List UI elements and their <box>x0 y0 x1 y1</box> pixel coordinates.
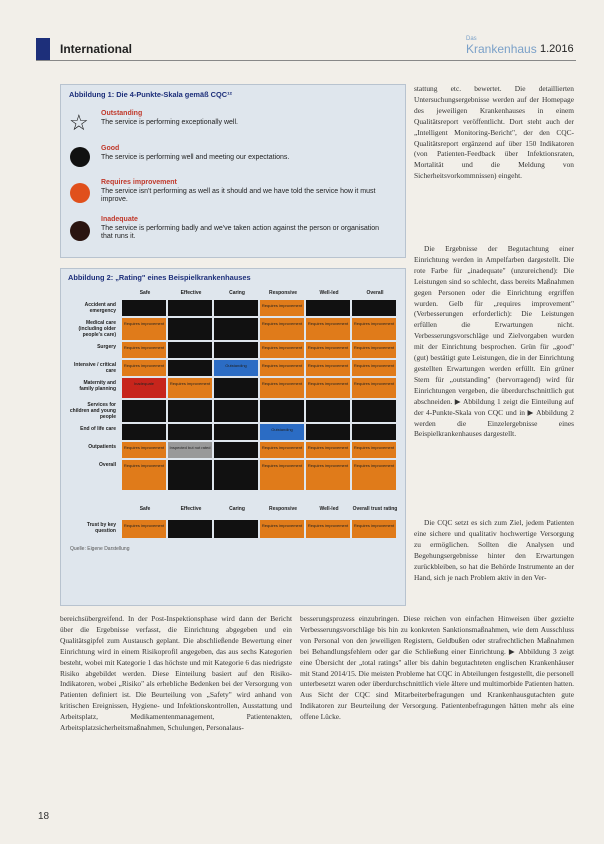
trust-column-header: Caring <box>229 506 245 512</box>
column-header: Well-led <box>319 290 339 296</box>
level-outstanding: Outstanding The service is performing exceptionally well. <box>101 110 238 126</box>
rating-cell <box>260 400 304 422</box>
good-dot-icon <box>70 147 90 167</box>
text-left-bottom: bereichsübergreifend. In der Post-Inspektionsphase wird dann der Bericht über die Ergebnisse verfasst, die Einrichtung abgegeben und ein Qualitätsgipfel zum Austausch geplant. Die abschließende Bewertung einer Einrichtung wird in einem Risikoprofil angegeben, das aus sechs Kategorien besteht, wobei mit Kategorie 1 das höchste und mit Kategorie 6 das niedrigste Risiko abgebildet werden. Diese Einteilung basiert auf den Risiko-Indikatoren, wobei „Risiko" als erhebliche Bedenken bei der Versorgung von Patienten definiert ist. Die Beurteilung von „Safety" wird anhand von kritischen Ereignissen, Hygiene- und Infektionskontrollen, Ausstattung und Arbeitsplatz, Medikamentenmanagement, Patientenakten, Arbeitsplatzsicherheitsmaßnahmen, Schulungen, Personalaus- <box>60 614 292 733</box>
rating-cell <box>214 360 258 376</box>
rating-cell <box>214 378 258 398</box>
text-right-low: Die CQC setzt es sich zum Ziel, jedem Patienten eine sichere und qualitativ hochwertige Versorgung zu ermöglichen. Sollten die Analysen und Begehungsergebnisse hinter den Erwartungen zurückbleiben, so hat die Behörde Instrumente an der Hand, sich je nach Problem aktiv in den Ver- <box>414 518 574 582</box>
rating-cell-label: Requires improvement <box>123 321 165 326</box>
rating-cell-label: Inadequate <box>133 381 155 386</box>
rating-cell <box>168 442 212 458</box>
column-header: Overall <box>366 290 384 296</box>
rating-cell <box>122 400 166 422</box>
rating-cell <box>214 424 258 440</box>
row-label: Outpatients <box>88 444 116 450</box>
rating-cell-label: Requires improvement <box>261 463 303 468</box>
requires-improvement-dot-icon <box>70 183 90 203</box>
rating-cell-label: Requires improvement <box>123 363 165 368</box>
rating-cell <box>122 378 166 398</box>
rating-cell <box>306 342 350 358</box>
section-title: International <box>60 42 133 56</box>
column-header: Caring <box>229 290 245 296</box>
rating-cell <box>168 300 212 316</box>
rating-cell <box>306 400 350 422</box>
text-right-mid: Die Ergebnisse der Begutachtung einer Einrichtung werden in Ampelfarben dargestellt. Die rote Farbe für „inadequate" (unzureichend): Die Leistungen sind so schlecht, dass bereits Maßnahmen gegen Personen oder die Einrichtung ergriffen wurden. Gelb für „requires improvement" (Verbesserungen erforderlich): Die Leistungen erfüllen die Erwartungen nicht. Verbesserungsvorschläge und Zielvorgaben wurden mit der Einrichtung besprochen. Grün für „good" (gut) bestätigt gute Leistungen, die in der Einrichtung gestellten Erwartungen werden erfüllt. Ein grüner Stern für „outstanding" (hervorragend) wird für Einrichtungen vergeben, die überdurchschnittlich gut abschneiden. ▶ Abbildung 1 zeigt die Einteilung auf der 4-Punkte-Skala von CQC und in ▶ Abbildung 2 werden die Einzelergebnisse eines Beispielkrankenhauses dargestellt. <box>414 244 574 439</box>
trust-column-header: Well-led <box>319 506 339 512</box>
rating-cell <box>352 318 396 340</box>
level-requires-improvement: Requires improvement The service isn't performing as well as it should and we have told the service how it must improve. <box>101 179 376 204</box>
row-label: Accident and emergency <box>84 302 116 314</box>
rating-cell-label: Requires improvement <box>353 321 395 326</box>
rating-cell <box>168 400 212 422</box>
text-right-top: stattung etc. bewertet. Die detaillierten Untersuchungsergebnisse werden auf der Homepage des jeweiligen Krankenhauses in einem Qualitätsreport veröffentlicht. Dort steht auch der „Intelligent Monitoring-Bericht", der den CQC-Qualitätsreport ergänzend auf über 150 Indikatoren (von Patienten-Feedback über Infektionsraten, Mortalität und die Meldung von Sicherheitsvorkommnissen) eingeht. <box>414 84 574 181</box>
rating-cell <box>168 424 212 440</box>
rating-cell <box>214 460 258 490</box>
trust-rating-cell <box>352 520 396 538</box>
trust-column-header: Effective <box>180 506 202 512</box>
rating-cell-label: Requires improvement <box>261 523 303 528</box>
trust-rating-cell <box>168 520 212 538</box>
star-icon: ☆ <box>69 110 89 135</box>
rating-cell <box>352 442 396 458</box>
page-number: 18 <box>38 811 50 822</box>
rating-cell <box>306 442 350 458</box>
section-marker <box>36 38 50 60</box>
rating-cell <box>260 342 304 358</box>
rating-cell-label: Requires improvement <box>169 381 211 386</box>
rating-cell <box>122 442 166 458</box>
issue-number: 1.2016 <box>540 43 574 55</box>
row-label: Maternity and family planning <box>79 380 116 392</box>
rating-cell-label: Requires improvement <box>123 345 165 350</box>
rating-cell <box>306 424 350 440</box>
rating-cell <box>214 442 258 458</box>
rating-cell <box>214 400 258 422</box>
rating-cell <box>122 424 166 440</box>
trust-rating-cell <box>122 520 166 538</box>
rating-cell <box>352 300 396 316</box>
rating-cell <box>352 360 396 376</box>
rating-cell <box>168 342 212 358</box>
column-header: Safe <box>139 290 151 296</box>
rating-cell <box>352 378 396 398</box>
rating-cell-label: Requires improvement <box>353 363 395 368</box>
rating-cell <box>352 400 396 422</box>
level-good: Good The service is performing well and meeting our expectations. <box>101 145 290 161</box>
rating-cell <box>122 300 166 316</box>
row-label: Services for children and young people <box>69 402 116 420</box>
trust-rating-cell <box>306 520 350 538</box>
rating-cell <box>214 342 258 358</box>
rating-cell <box>122 318 166 340</box>
rating-cell-label: Requires improvement <box>307 463 349 468</box>
rating-cell-label: Requires improvement <box>261 363 303 368</box>
rating-cell <box>168 318 212 340</box>
rating-cell-label: Requires improvement <box>353 445 395 450</box>
rating-cell <box>306 318 350 340</box>
rating-cell <box>260 442 304 458</box>
column-header: Responsive <box>268 290 298 296</box>
rating-cell-label: Requires improvement <box>123 445 165 450</box>
figure-1 <box>60 84 406 258</box>
rating-cell <box>352 342 396 358</box>
rating-cell-label: Requires improvement <box>307 523 349 528</box>
rating-cell <box>260 360 304 376</box>
trust-column-header: Overall trust rating <box>352 506 398 512</box>
figure-2-source: Quelle: Eigene Darstellung <box>70 546 130 552</box>
rating-cell-label: Requires improvement <box>261 303 303 308</box>
rating-cell <box>260 300 304 316</box>
rating-cell-label: Requires improvement <box>307 345 349 350</box>
rating-cell <box>306 378 350 398</box>
rating-cell <box>260 460 304 490</box>
rating-cell-label: Requires improvement <box>353 523 395 528</box>
rating-cell-label: Requires improvement <box>307 363 349 368</box>
rating-cell-label: Requires improvement <box>261 321 303 326</box>
rating-cell-label: Outstanding <box>271 427 293 432</box>
rating-cell <box>214 300 258 316</box>
rating-cell-label: Requires improvement <box>307 381 349 386</box>
row-label: Intensive / critical care <box>74 362 116 374</box>
text-right-bottom: besserungsprozess einzubringen. Diese reichen von einfachen Hinweisen über gezielte Verbesserungsvorschläge bis hin zu konkreten Sanktionsmaßnahmen, wie dem Ausschluss von Personal von den jeweiligen Registern, Geldbußen oder strafrechtlichen Maßnahmen bei Behandlungsfehlern oder gar die Schließung einer Einrichtung. ▶ Abbildung 3 zeigt eine Übersicht der „total ratings" aller bis dahin begutachteten englischen Krankenhäuser mit Stand 2014/15. Die meisten Probleme hat CQC in Abteilungen festgestellt, die personell unterbesetzt waren oder überdurchschnittlich viele ältere und multimorbide Patienten hatten. Aus Sicht der CQC sind Mitarbeiterbefragungen und Krankenhausgutachten gute Indikatoren zur Beurteilung der Versorgung. Patientenbefragungen hätten mehr als eine offene Lücke. <box>300 614 574 722</box>
rating-cell-label: Outstanding <box>225 363 247 368</box>
rating-cell-label: Requires improvement <box>307 445 349 450</box>
rating-cell-label: Requires improvement <box>353 463 395 468</box>
rating-cell-label: Requires improvement <box>353 381 395 386</box>
rating-cell <box>260 318 304 340</box>
rating-cell-label: Requires improvement <box>261 445 303 450</box>
figure-2-title: Abbildung 2: „Rating" eines Beispielkrankenhauses <box>68 273 251 282</box>
row-label: End of life care <box>80 426 116 432</box>
row-label: Medical care (including older people's care) <box>78 320 116 338</box>
rating-cell-label: Requires improvement <box>353 345 395 350</box>
rating-cell <box>352 424 396 440</box>
trust-column-header: Safe <box>139 506 151 512</box>
rating-cell <box>260 424 304 440</box>
column-header: Effective <box>180 290 202 296</box>
trust-rating-cell <box>260 520 304 538</box>
rating-cell <box>168 378 212 398</box>
row-label: Overall <box>99 462 116 468</box>
rating-cell <box>214 318 258 340</box>
trust-rating-cell <box>214 520 258 538</box>
rating-cell <box>260 378 304 398</box>
rating-cell <box>122 360 166 376</box>
rating-cell-label: Requires improvement <box>307 321 349 326</box>
rating-cell <box>168 460 212 490</box>
inadequate-dot-icon <box>70 221 90 241</box>
rating-cell <box>306 360 350 376</box>
rating-cell-label: Requires improvement <box>261 381 303 386</box>
row-label: Trust by key question <box>86 522 116 534</box>
rating-cell-label: Requires improvement <box>261 345 303 350</box>
level-inadequate: Inadequate The service is performing badly and we've taken action against the person or organisation that runs it. <box>101 216 379 241</box>
rating-cell-label: Requires improvement <box>123 463 165 468</box>
rating-cell-label: Inspected but not rated <box>169 445 211 450</box>
rating-cell <box>122 460 166 490</box>
rating-cell <box>122 342 166 358</box>
figure-1-title: Abbildung 1: Die 4-Punkte-Skala gemäß CQC¹² <box>69 90 233 99</box>
rating-cell <box>306 300 350 316</box>
rating-cell <box>168 360 212 376</box>
rating-cell <box>352 460 396 490</box>
header-rule <box>36 60 576 61</box>
rating-cell <box>306 460 350 490</box>
journal-logo: Das Krankenhaus <box>466 36 537 56</box>
trust-column-header: Responsive <box>268 506 298 512</box>
row-label: Surgery <box>97 344 116 350</box>
rating-cell-label: Requires improvement <box>123 523 165 528</box>
